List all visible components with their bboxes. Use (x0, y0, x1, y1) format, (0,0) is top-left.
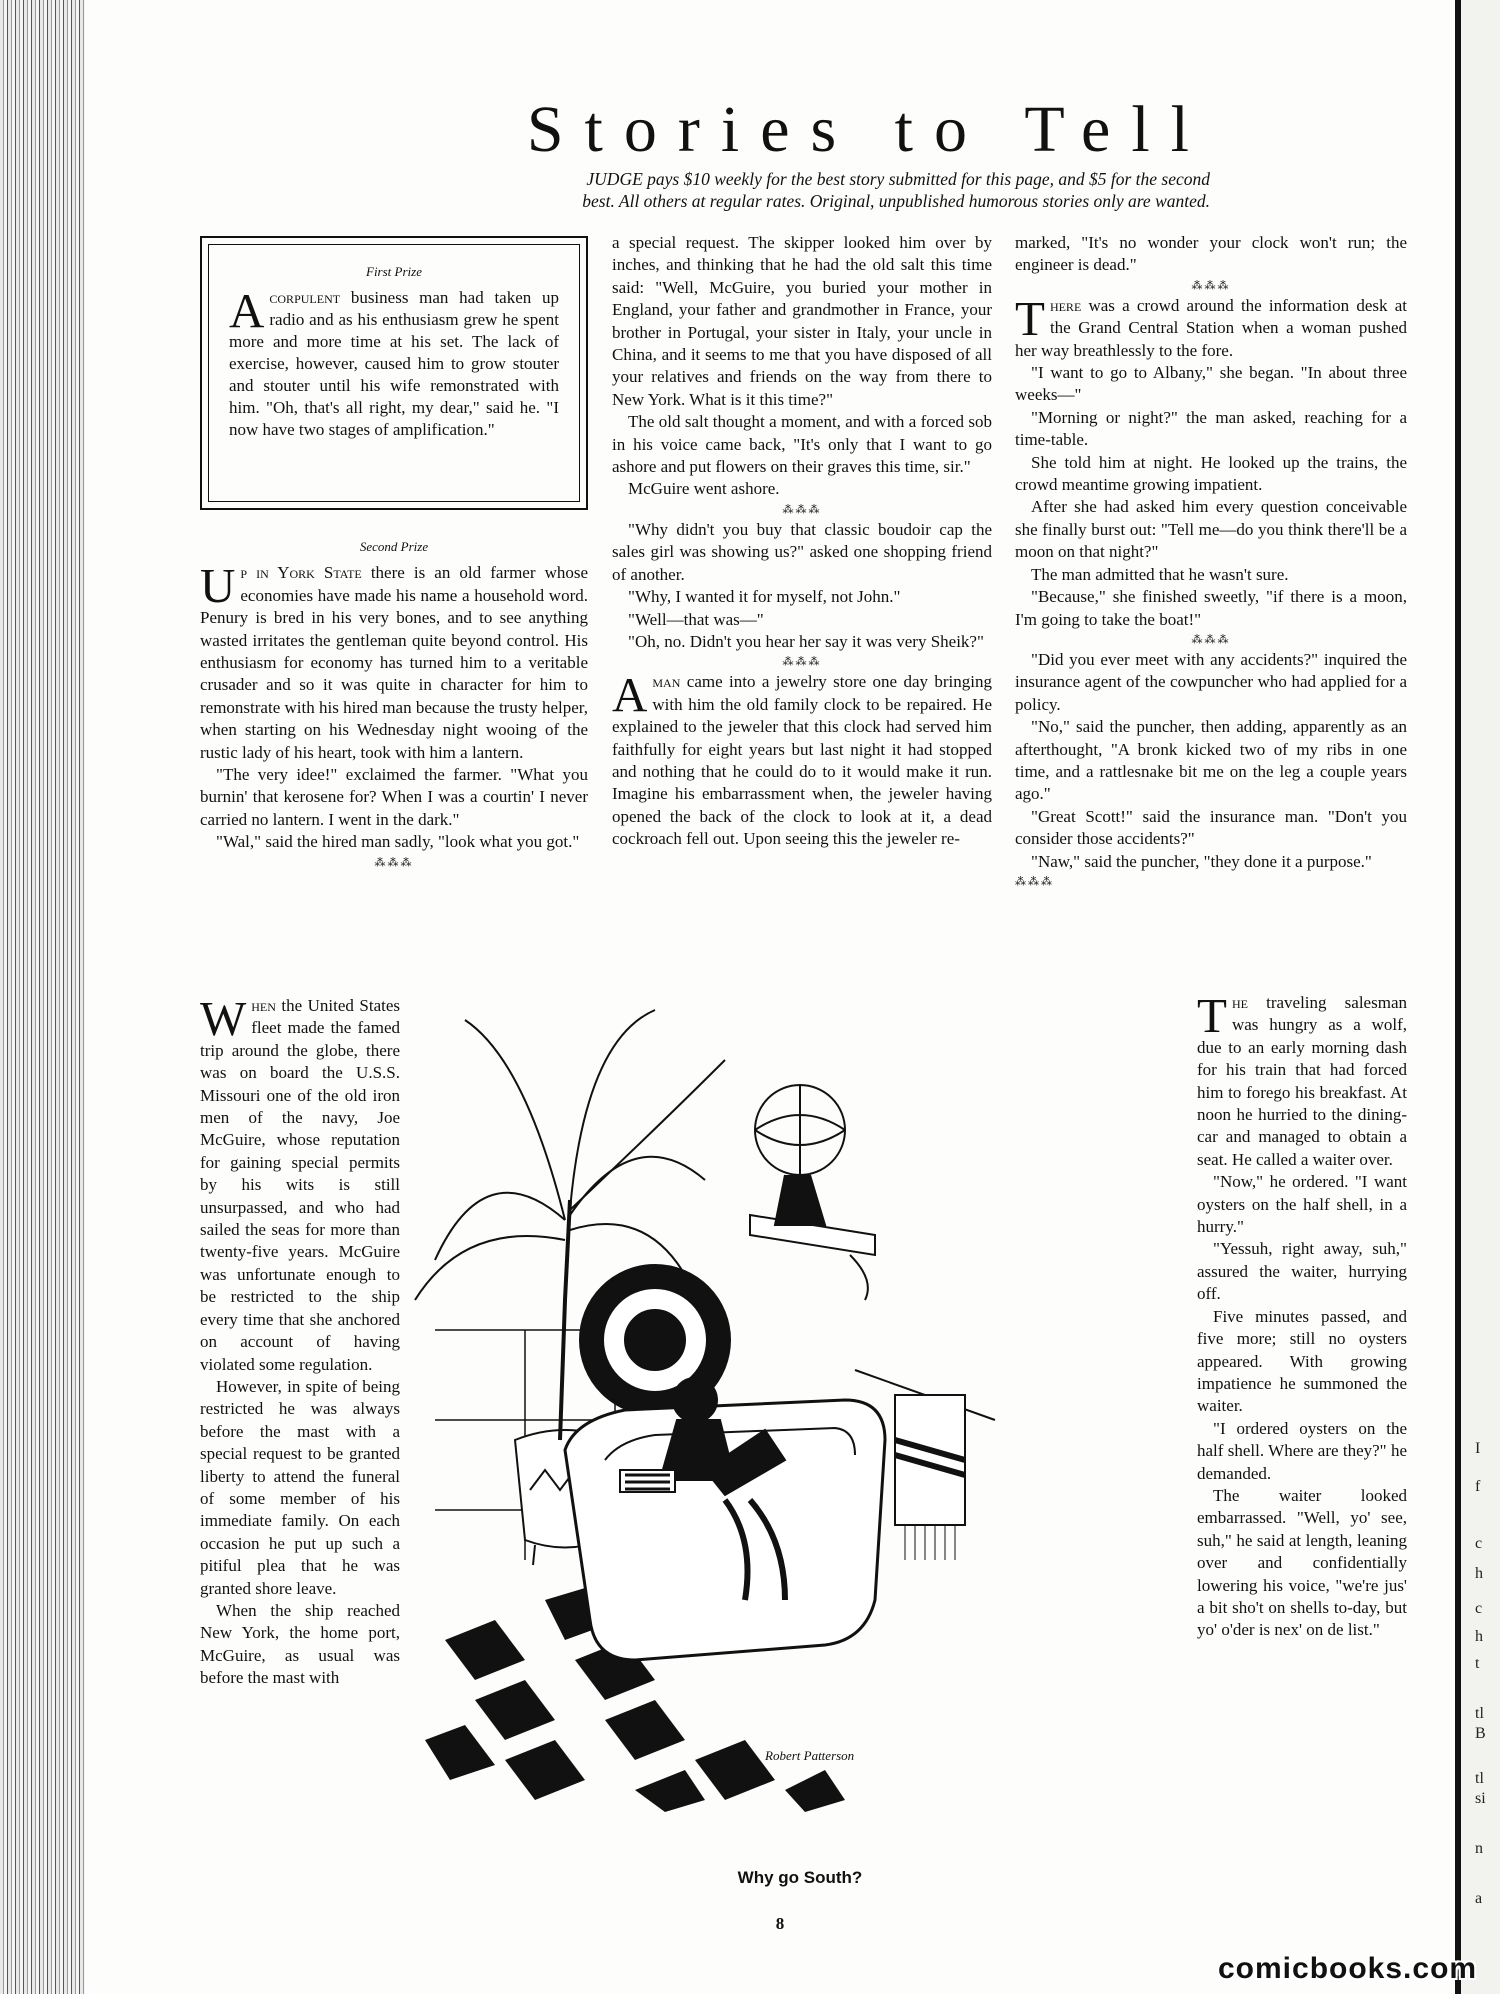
paragraph: "Morning or night?" the man asked, reaching for a time-table. (1015, 407, 1407, 450)
paragraph: traveling salesman was hungry as a wolf, due to an early morning dash for his train that had forced him to forego his breakfast. At noon he hurried to the dining-car and managed to obtain a seat. He called a waiter over. (1197, 993, 1407, 1169)
second-prize-label: Second Prize (359, 539, 429, 554)
paragraph: "No," said the puncher, then adding, apparently as an afterthought, "A bronk kicked two of my ribs in one time, and a rattlesnake bit me on the leg a couple years ago." (1015, 717, 1407, 804)
paragraph: "Did you ever meet with any accidents?" inquired the insurance agent of the cowpuncher who had applied for a policy. (1015, 649, 1407, 714)
facing-page-letter: h (1475, 1628, 1483, 1645)
page-number: 8 (775, 1914, 785, 1933)
paragraph: "I ordered oysters on the half shell. Where are they?" he demanded. (1197, 1418, 1407, 1483)
paragraph: "Wal," said the hired man sadly, "look what you got." (216, 832, 580, 852)
paragraph: "I want to go to Albany," she began. "In about three weeks—" (1015, 363, 1407, 405)
drop-cap: T (1197, 988, 1227, 1043)
lead-words: man (652, 672, 681, 692)
subtitle-line-1: JUDGE pays $10 weekly for the best story submitted for this page, and $5 for the second (586, 169, 1210, 189)
paragraph: was a crowd around the information desk at the Grand Central Station when a woman pushed her way breathlessly to the fore. (1015, 295, 1407, 360)
facing-page-letter: f (1475, 1478, 1481, 1495)
paragraph: "Why didn't you buy that classic boudoir cap the sales girl was showing us?" asked one shopping friend of another. (612, 519, 992, 584)
story-separator: ⁂⁂⁂ (782, 656, 822, 669)
facing-page-letter: tl (1475, 1705, 1484, 1722)
facing-page-letter: c (1475, 1600, 1483, 1617)
paragraph: the United States fleet made the famed trip around the globe, there was on board the U.S.S. Missouri one of the old iron men of the navy, Joe McGuire, whose reputation for gaining special permits by his wits is still unsurpassed, and who had sailed the seas for more than twenty-five years. McGuire was unfortunate enough to be restricted to the ship every time that she anchored on account of having violated some regulation. (200, 996, 400, 1374)
first-prize-box (200, 236, 588, 510)
story-separator: ⁂⁂⁂ (374, 856, 414, 869)
paragraph: When the ship reached New York, the home port, McGuire, as usual was before the mast with (200, 1600, 400, 1688)
paragraph: The waiter looked embarrassed. "Well, yo' see, suh," he said at length, leaning over and confidentially lowering his voice, "we're jus' a bit sho't on shells to-day, but yo' o'der is nex' on de list." (1197, 1485, 1407, 1640)
facing-page-letter: a (1475, 1890, 1483, 1907)
facing-page-letter: si (1475, 1790, 1486, 1807)
paragraph: "Yessuh, right away, suh," assured the waiter, hurrying off. (1197, 1239, 1407, 1304)
paragraph: However, in spite of being restricted he was always before the mast with a special request to be granted liberty to attend the funeral of some member of his immediate family. On each occasion he put up such a pitiful plea that he was granted shore leave. (200, 1376, 400, 1598)
story-separator: ⁂⁂⁂ (1015, 875, 1054, 888)
facing-page-edge (1455, 0, 1500, 1994)
paragraph: there is an old farmer whose economies have made his name a household word. Penury is bred in his very bones, and to see anything wasted irritates the gentleman quite beyond control. His enthusiasm for economy has turned him to a veritable crusader and so it was quite in character for him to remonstrate with his hired man because the trusty helper, when starting on his Wednesday night wooing of the rustic lady of his heart, took with him a lantern. (200, 563, 589, 762)
paragraph: marked, "It's no wonder your clock won't run; the engineer is dead." (1015, 233, 1407, 275)
drop-cap: W (200, 991, 247, 1046)
paragraph: "Great Scott!" said the insurance man. "Don't you consider those accidents?" (1015, 806, 1407, 849)
paragraph: The man admitted that he wasn't sure. (1031, 564, 1289, 584)
paragraph: a special request. The skipper looked him over by inches, and thinking that he had the old salt this time said: "Well, McGuire, you buried your mother in England, your father and grandmother in France, your brother in Portugal, your sister in Italy, your uncle in China, and it seems to me that you have disposed of all your relatives and friends on the way from there to New York. What is it this time?" (612, 233, 992, 409)
book-spine (0, 0, 85, 1994)
drop-cap: A (612, 667, 648, 723)
paragraph: The old salt thought a moment, and with a forced sob in his voice came back, "It's only that I want to go ashore and put flowers on their graves this time, sir." (612, 412, 992, 477)
watermark: comicbooks.com (1218, 1952, 1478, 1985)
paragraph: "Why, I wanted it for myself, not John." (628, 587, 901, 607)
story-separator: ⁂⁂⁂ (782, 503, 822, 516)
paragraph: Five minutes passed, and five more; still no oysters appeared. With growing impatience he summoned the waiter. (1197, 1306, 1407, 1416)
facing-page-letter: t (1475, 1655, 1480, 1672)
lead-words: he (1231, 993, 1248, 1012)
page-subtitle (400, 168, 1210, 212)
page-title: Stories to Tell (526, 93, 1210, 166)
story-separator: ⁂⁂⁂ (1191, 633, 1231, 646)
drop-cap: A (229, 283, 265, 338)
story-separator: ⁂⁂⁂ (1191, 279, 1231, 292)
story-text: business man had taken up radio and as his enthusiasm grew he spent more and more time at his set. The lack of exercise, however, caused him to grow stouter and stouter until his wife remonstrated with him. "Oh, that's all right, my dear," said he. "I now have two stages of amplification." (229, 288, 560, 439)
facing-page-letter: c (1475, 1535, 1483, 1552)
lead-words: hen (251, 996, 276, 1015)
artist-signature: Robert Patterson (765, 1748, 855, 1763)
mcguire-story (200, 991, 400, 1690)
column-2 (612, 232, 992, 851)
paragraph: McGuire went ashore. (628, 479, 780, 499)
facing-page-letter: n (1475, 1840, 1483, 1857)
paragraph: "Because," she finished sweetly, "if there is a moon, I'm going to take the boat!" (1015, 587, 1407, 629)
first-prize-label: First Prize (366, 264, 422, 279)
lead-words: here (1049, 295, 1082, 315)
facing-page-letter: I (1475, 1440, 1481, 1457)
paragraph: After she had asked him every question conceivable she finally burst out: "Tell me—do you think there'll be a moon on that night?" (1015, 497, 1407, 562)
paragraph: "Naw," said the puncher, "they done it a purpose." (1031, 851, 1372, 871)
column-3 (1015, 232, 1407, 891)
paragraph: came into a jewelry store one day bringing with him the old family clock to be repaired. He explained to the jeweler that this clock had served him faithfully for eight years but last night it had stopped and nothing that he could do to it would make it run. Imagine his embarrassment when, the jeweler having opened the back of the clock to look at it, a dead cockroach fell out. Upon seeing this the jeweler re- (612, 672, 993, 849)
paragraph: "The very idee!" exclaimed the farmer. "What you burnin' that kerosene for? When I was a courtin' I never carried no lantern. I went in the dark." (200, 765, 588, 829)
second-prize-story (200, 530, 588, 872)
first-prize-story (229, 283, 560, 441)
paragraph: "Oh, no. Didn't you hear her say it was very Sheik?" (628, 631, 984, 651)
paragraph: "Well—that was—" (628, 609, 764, 629)
lead-words: p in York State (240, 563, 362, 583)
facing-page-letter: B (1475, 1725, 1486, 1742)
lead-words: corpulent (269, 288, 341, 307)
drop-cap: T (1015, 290, 1045, 346)
subtitle-line-2: best. All others at regular rates. Original, unpublished humorous stories only are wanted. (582, 191, 1210, 211)
facing-page-letter: h (1475, 1565, 1483, 1582)
paragraph: "Now," he ordered. "I want oysters on the half shell, in a hurry." (1197, 1172, 1407, 1237)
illustration-caption: Why go South? (737, 1868, 863, 1887)
paragraph: She told him at night. He looked up the trains, the crowd meantime growing impatient. (1015, 452, 1407, 495)
oysters-story (1197, 988, 1407, 1642)
drop-cap: U (200, 558, 236, 614)
bathtub-illustration (405, 1000, 1195, 1840)
facing-page-letter: tl (1475, 1770, 1484, 1787)
